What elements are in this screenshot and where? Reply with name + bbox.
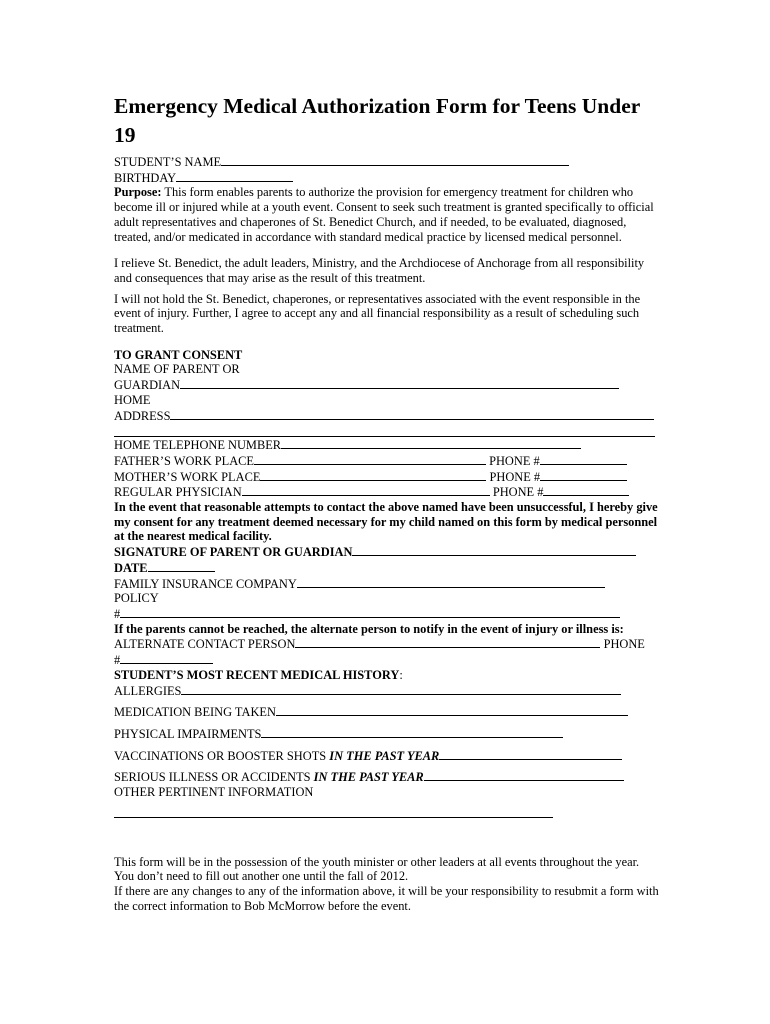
history-heading: STUDENT’S MOST RECENT MEDICAL HISTORY:	[114, 667, 403, 682]
vaccinations-field[interactable]: VACCINATIONS OR BOOSTER SHOTS IN THE PAST YEAR	[114, 748, 659, 764]
form-title: Emergency Medical Authorization Form for Teens Under 19	[114, 94, 640, 147]
consent-statement: In the event that reasonable attempts to contact the above named have been unsuccessful, I hereby give my consent for any treatment deemed necessary for my child named on this form by medical personnel at the nearest medical facility.	[114, 500, 658, 544]
impairments-field[interactable]: PHYSICAL IMPAIRMENTS	[114, 726, 659, 742]
alternate-phone-field[interactable]: #	[114, 652, 659, 668]
footer-note-1: This form will be in the possession of the youth minister or other leaders at all events throughout the year. You don’t need to fill out another one until the fall of 2012.	[114, 854, 640, 884]
purpose-paragraph: Purpose: This form enables parents to authorize the provision for emergency treatment for children who become ill or injured while at a youth event. Consent to seek such treatment is granted specifically to official adult representatives and chaperones of St. Benedict Church, and if needed, to be evaluated, diagnosed, treated, and/or medicated in accordance with standard medical practice by licensed medical personnel.	[114, 185, 654, 244]
form-page	[114, 92, 659, 914]
student-name-field[interactable]: STUDENT’S NAME	[114, 154, 659, 170]
home-label: HOME	[114, 392, 151, 407]
other-info-line[interactable]	[114, 804, 553, 818]
physician-field[interactable]: REGULAR PHYSICIAN PHONE #	[114, 484, 659, 500]
father-work-field[interactable]: FATHER’S WORK PLACE PHONE #	[114, 453, 659, 469]
home-phone-field[interactable]: HOME TELEPHONE NUMBER	[114, 437, 659, 453]
signature-field[interactable]: SIGNATURE OF PARENT OR GUARDIAN	[114, 544, 659, 560]
alternate-contact-field[interactable]: ALTERNATE CONTACT PERSON PHONE	[114, 637, 645, 652]
other-info-label: OTHER PERTINENT INFORMATION	[114, 785, 314, 800]
release-paragraph-2: I will not hold the St. Benedict, chaperones, or representatives associated with the event responsible in the event of injury. Further, I agree to accept any and all financial responsibility as a result of scheduling such treatment.	[114, 291, 641, 336]
policy-number-field[interactable]: #	[114, 606, 659, 622]
insurance-field[interactable]: FAMILY INSURANCE COMPANY	[114, 576, 659, 592]
policy-label: POLICY	[114, 591, 159, 606]
illness-field[interactable]: SERIOUS ILLNESS OR ACCIDENTS IN THE PAST YEAR	[114, 769, 659, 785]
birthday-field[interactable]: BIRTHDAY	[114, 170, 659, 186]
alternate-heading: If the parents cannot be reached, the alternate person to notify in the event of injury or illness is:	[114, 621, 624, 636]
medication-field[interactable]: MEDICATION BEING TAKEN	[114, 704, 659, 720]
release-paragraph-1: I relieve St. Benedict, the adult leaders, Ministry, and the Archdiocese of Anchorage from all responsibility and consequences that may arise as the result of this treatment.	[114, 256, 645, 285]
parent-name-label: NAME OF PARENT OR	[114, 362, 240, 377]
consent-heading: TO GRANT CONSENT	[114, 347, 243, 362]
date-field[interactable]: DATE	[114, 560, 659, 576]
address-line-2[interactable]	[114, 423, 655, 437]
address-field[interactable]: ADDRESS	[114, 408, 659, 424]
mother-work-field[interactable]: MOTHER’S WORK PLACE PHONE #	[114, 469, 659, 485]
allergies-field[interactable]: ALLERGIES	[114, 683, 659, 699]
footer-note-2: If there are any changes to any of the information above, it will be your responsibility to resubmit a form with the correct information to Bob McMorrow before the event.	[114, 884, 659, 913]
guardian-field[interactable]: GUARDIAN	[114, 377, 659, 393]
